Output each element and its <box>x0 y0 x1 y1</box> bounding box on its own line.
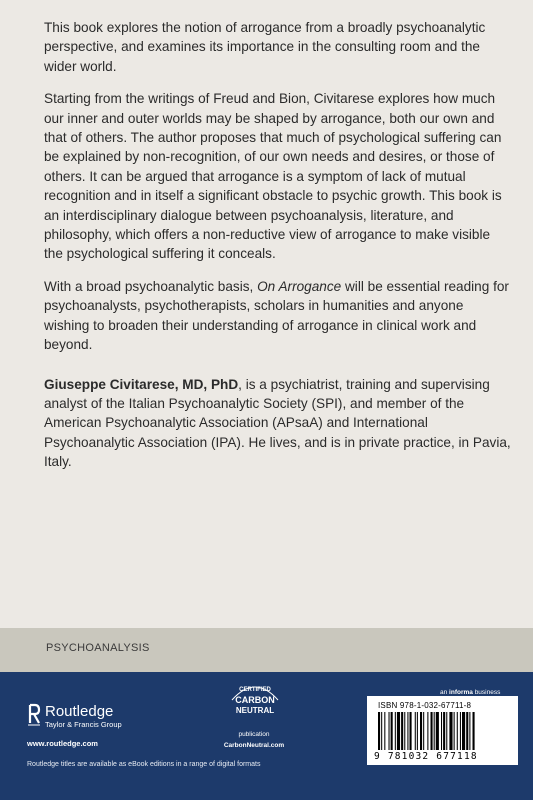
barcode-bar <box>434 712 435 750</box>
barcode-bar <box>443 712 445 750</box>
barcode-bar <box>381 712 382 750</box>
barcode-bar <box>395 712 396 750</box>
barcode-bar <box>457 712 458 750</box>
description-paragraph-3 <box>44 277 512 355</box>
book-title-italic: On Arrogance <box>257 278 342 294</box>
carbon-word: CARBON <box>235 695 275 705</box>
barcode-bar <box>407 712 408 750</box>
informa-prefix: an <box>440 689 450 696</box>
barcode-bar <box>401 712 403 750</box>
barcode-bar <box>449 712 452 750</box>
carbon-certified-text: CERTIFIED <box>239 687 271 693</box>
informa-business-label <box>440 689 500 696</box>
barcode-bar <box>436 712 439 750</box>
barcode-bars <box>378 712 508 750</box>
barcode-bar <box>391 712 393 750</box>
barcode-bar <box>466 712 468 750</box>
para3-tail: will be essential reading for psychoanalysts, psychotherapists, scholars in humanities and anyone wishing to broaden their understanding of arrogance in clinical work and beyond. <box>44 278 509 353</box>
publisher-name: Routledge <box>45 703 114 720</box>
barcode-box <box>367 696 518 765</box>
subject-label: PSYCHOANALYSIS <box>46 642 150 654</box>
isbn-label: ISBN 978-1-032-67711-8 <box>378 701 472 710</box>
para3-lead: With a broad psychoanalytic basis, <box>44 278 258 294</box>
informa-brand: informa <box>449 689 473 696</box>
back-cover-description <box>44 18 512 485</box>
barcode-bar <box>389 712 390 750</box>
barcode-bar <box>384 712 385 750</box>
barcode-bar <box>417 712 418 750</box>
ebook-note: Routledge titles are available as eBook editions in a range of digital formats <box>27 761 261 768</box>
author-name: Giuseppe Civitarese, MD, PhD <box>44 376 239 392</box>
barcode-bar <box>420 712 422 750</box>
author-bio <box>44 375 512 472</box>
carbon-neutral-badge <box>214 676 294 756</box>
informa-suffix: business <box>472 689 501 696</box>
publisher-url: www.routledge.com <box>27 739 98 748</box>
barcode-bar <box>404 712 405 750</box>
barcode-bar <box>415 712 416 750</box>
author-bio-text: , is a psychiatrist, training and supervising analyst of the Italian Psychoanalytic Society (SPI), and member of the American Psychoanalytic Association (APsaA) and International Psychoanalytic Association (IPA). He lives, and is in private practice, in Pavia, Italy. <box>44 376 511 470</box>
routledge-r-icon <box>27 703 41 727</box>
barcode-bar <box>441 712 442 750</box>
carbon-publication-label: publication <box>238 731 270 738</box>
barcode-bar <box>473 712 475 750</box>
barcode-bar <box>397 712 400 750</box>
carbon-neutral-logo <box>226 680 284 720</box>
description-paragraph-2: Starting from the writings of Freud and Bion, Civitarese explores how much our inner and outer worlds may be shaped by arrogance, both our own and that of others. The author proposes that much of psychological suffering can be explained by non-recognition, of our own needs and desires, or those of others. It can be argued that arrogance is a symptom of lack of mutual recognition and in itself a significant obstacle to psychic growth. This book is an interdisciplinary dialogue between psychoanalysis, literature, and philosophy, which offers a non-reductive view of arrogance to make visible the psychological suffering it conceals. <box>44 91 502 262</box>
publisher-group: Taylor & Francis Group <box>45 720 122 729</box>
barcode-bar <box>427 712 428 750</box>
barcode-bar <box>431 712 433 750</box>
barcode-bar <box>469 712 470 750</box>
routledge-logo <box>27 703 122 729</box>
barcode-bar <box>460 712 461 750</box>
description-paragraph-1: This book explores the notion of arrogance from a broadly psychoanalytic perspective, and examines its importance in the consulting room and the wider world. <box>44 20 486 74</box>
neutral-word: NEUTRAL <box>235 706 275 715</box>
barcode-bar <box>462 712 465 750</box>
barcode-bar <box>454 712 455 750</box>
barcode-bar <box>378 712 380 750</box>
subject-band <box>0 628 533 672</box>
barcode-bar <box>423 712 424 750</box>
barcode-digits: 9 781032 677118 <box>374 751 478 762</box>
barcode-bar <box>410 712 412 750</box>
carbon-url: CarbonNeutral.com <box>223 742 285 749</box>
publisher-footer <box>0 672 533 800</box>
barcode-bar <box>446 712 447 750</box>
